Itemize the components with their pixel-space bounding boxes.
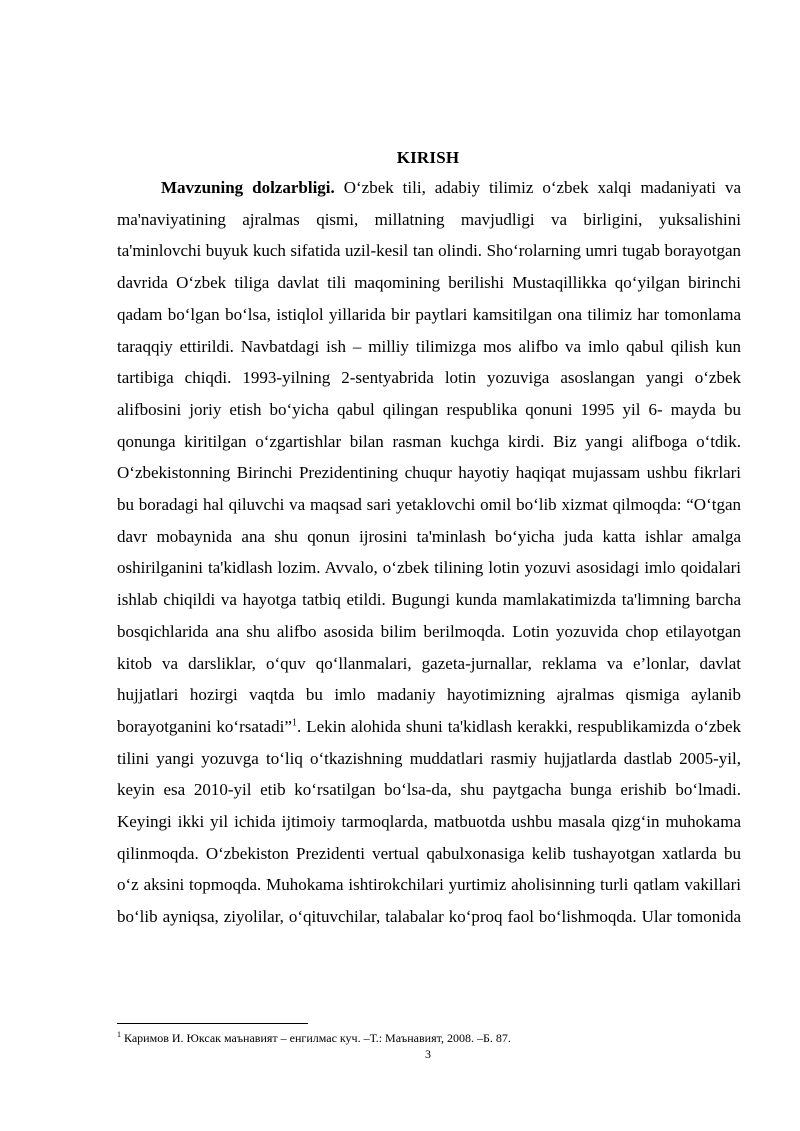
body-paragraph	[117, 172, 741, 933]
footnote-divider	[117, 1023, 308, 1024]
body-text-part-1: O‘zbek tili, adabiy tilimiz o‘zbek xalqi madaniyati va ma'naviyatining ajralmas qismi, millatning mavjudligi va birligini, yuksalishini ta'minlovchi buyuk kuch sifatida uzil-kesil tan olindi. Sho‘rolarning umri tugab borayotgan davrida O‘zbek tiliga davlat tili maqomining berilishi Mustaqillikka qo‘yilgan birinchi qadam bo‘lgan bo‘lsa, istiqlol yillarida bir paytlari kamsitilgan ona tilimiz har tomonlama taraqqiy ettirildi. Navbatdagi ish – milliy tilimizga mos alifbo va imlo qabul qilish kun tartibiga chiqdi. 1993-yilning 2-sentyabrida lotin yozuviga asoslangan yangi o‘zbek alifbosini joriy etish bo‘yicha qabul qilingan respublika qonuni 1995 yil 6- mayda bu qonunga kiritilgan o‘zgartishlar bilan rasman kuchga kirdi. Biz yangi alifboga o‘tdik. O‘zbekistonning Birinchi Prezidentining chuqur hayotiy haqiqat mujassam ushbu fikrlari bu boradagi hal qiluvchi va maqsad sari yetaklovchi omil bo‘lib xizmat qilmoqda: “O‘tgan davr mobaynida ana shu qonun ijrosini ta'minlash bo‘yicha juda katta ishlar amalga oshirilganini ta'kidlash lozim. Avvalo, o‘zbek tilining lotin yozuvi asosidagi imlo qoidalari ishlab chiqildi va hayotga tatbiq etildi. Bugungi kunda mamlakatimizda ta'limning barcha bosqichlarida ana shu alifbo asosida bilim berilmoqda. Lotin yozuvida chop etilayotgan kitob va darsliklar, o‘quv qo‘llanmalari, gazeta-jurnallar, reklama va e’lonlar, davlat hujjatlari hozirgi vaqtda bu imlo madaniy hayotimizning ajralmas qismiga aylanib borayotganini ko‘rsatadi”	[117, 178, 741, 736]
footnote	[117, 1031, 741, 1046]
body-text-part-2: . Lekin alohida shuni ta'kidlash kerakki, respublikamizda o‘zbek tilini yangi yozuvga to‘liq o‘tkazishning muddatlari rasmiy hujjatlarda dastlab 2005-yil, keyin esa 2010-yil etib ko‘rsatilgan bo‘lsa-da, shu paytgacha bunga erishib bo‘lmadi. Keyingi ikki yil ichida ijtimoiy tarmoqlarda, matbuotda ushbu masala qizg‘in muhokama qilinmoqda. O‘zbekiston Prezidenti vertual qabulxonasiga kelib tushayotgan xatlarda bu o‘z aksini topmoqda. Muhokama ishtirokchilari yurtimiz aholisinning turli qatlam vakillari bo‘lib ayniqsa, ziyolilar, o‘qituvchilar, talabalar ko‘proq faol bo‘lishmoqda. Ular tomonida	[117, 716, 741, 927]
lead-bold-phrase: Mavzuning dolzarbligi.	[161, 178, 335, 197]
section-heading: KIRISH	[396, 148, 460, 167]
footnote-reference: 1	[291, 717, 297, 729]
page-number: 3	[425, 1047, 431, 1061]
footnote-mark: 1	[117, 1030, 121, 1039]
footnote-text: Каримов И. Юксак маънавият – енгилмас куч. –Т.: Маънавият, 2008. –Б. 87.	[121, 1031, 511, 1045]
